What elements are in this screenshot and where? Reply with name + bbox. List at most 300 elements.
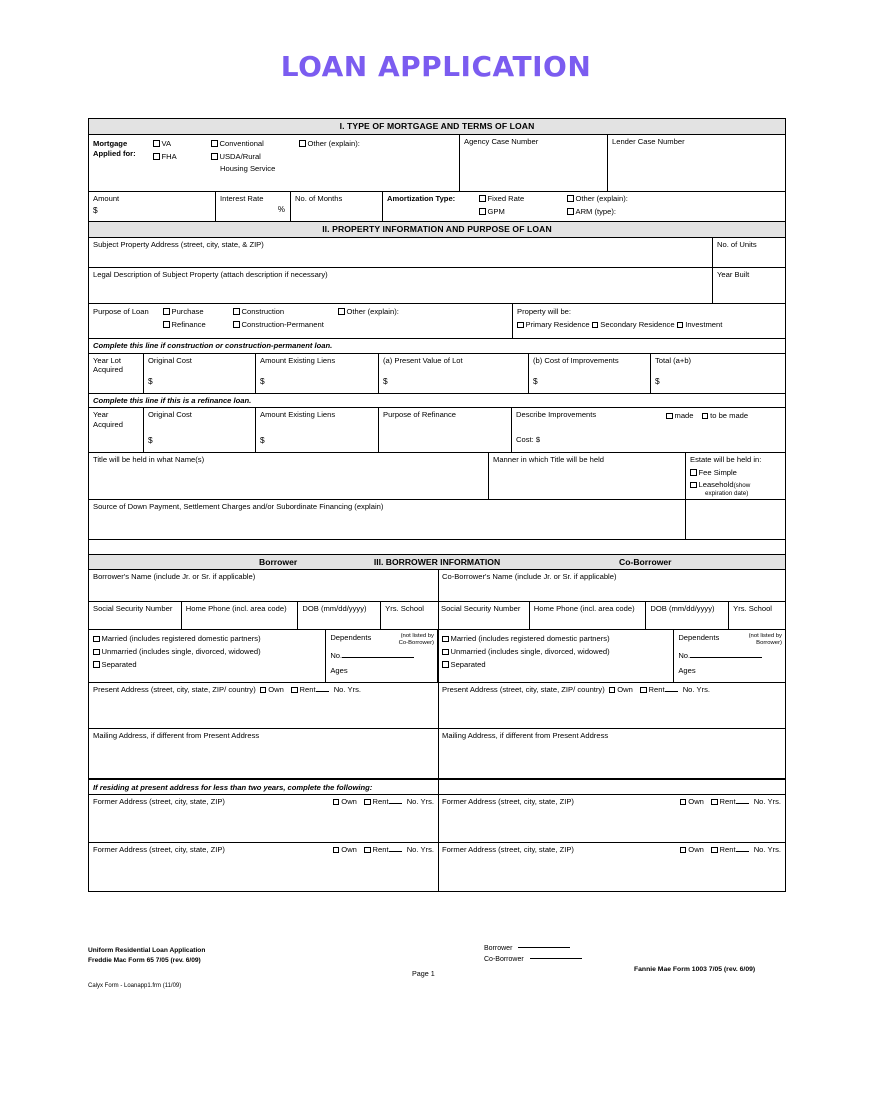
dollar-sign: $ <box>260 435 265 446</box>
borrower-mailing-address-field[interactable] <box>89 729 438 778</box>
borrower-name-label: Borrower's Name (include Jr. or Sr. if applicable) <box>93 572 256 582</box>
mortgage-type-col-3 <box>295 135 460 191</box>
checkbox-coborrower-former1-rent[interactable] <box>711 797 736 806</box>
checkbox-leasehold-label: Leasehold <box>698 480 734 490</box>
refinance-year-label-2: Acquired <box>93 419 123 429</box>
manner-title-held-field[interactable] <box>489 453 686 499</box>
checkbox-borrower-unmarried[interactable] <box>93 647 322 656</box>
year-built-field[interactable] <box>713 268 785 303</box>
agency-case-number-field[interactable] <box>460 135 608 191</box>
borrower-ssn-field[interactable] <box>89 602 182 629</box>
improvements-cost-label: Cost: $ <box>516 435 541 445</box>
checkbox-conventional[interactable] <box>211 139 292 148</box>
purpose-of-loan-label: Purpose of Loan <box>93 306 149 316</box>
checkbox-box-icon <box>479 195 486 202</box>
legal-description-label: Legal Description of Subject Property (attach description if necessary) <box>93 269 328 279</box>
borrower-former-address-1-group <box>89 795 438 842</box>
checkbox-fha-label: FHA <box>161 151 177 161</box>
coborrower-dependents-group <box>674 630 785 682</box>
former-address-row-1 <box>89 795 785 843</box>
checkbox-box-icon <box>153 140 160 147</box>
checkbox-purchase[interactable] <box>163 307 233 316</box>
coborrower-name-field[interactable] <box>438 570 785 601</box>
checkbox-box-icon <box>93 661 100 668</box>
cost-of-improvements-field[interactable] <box>529 354 651 393</box>
checkbox-box-icon <box>233 321 240 328</box>
checkbox-refinance-label: Refinance <box>171 319 206 329</box>
rent-label: Rent <box>719 797 736 807</box>
section-2-header: II. PROPERTY INFORMATION AND PURPOSE OF LOAN <box>89 222 785 238</box>
checkbox-box-icon <box>567 208 574 215</box>
construction-original-cost-field[interactable] <box>144 354 256 393</box>
present-address-row <box>89 683 785 729</box>
title-held-row <box>89 453 785 500</box>
present-value-lot-label: (a) Present Value of Lot <box>383 355 463 365</box>
checkbox-box-icon <box>711 799 718 806</box>
borrower-dependents-group <box>326 630 437 682</box>
dollar-sign: $ <box>655 375 660 386</box>
coborrower-dependents-no-field[interactable] <box>678 651 782 660</box>
loan-application-form <box>88 118 786 892</box>
interest-rate-label: Interest Rate <box>220 193 264 203</box>
checkbox-box-icon <box>291 687 298 694</box>
amount-dollar-sign: $ <box>93 204 98 215</box>
mortgage-type-col-1 <box>149 135 207 191</box>
checkbox-investment-label: Investment <box>685 320 723 330</box>
borrower-name-field[interactable] <box>89 570 438 601</box>
checkbox-box-icon <box>442 636 449 643</box>
section-spacer <box>89 540 785 555</box>
refinance-loan-row <box>89 408 785 453</box>
checkbox-box-icon <box>163 308 170 315</box>
borrower-former-address-1-options <box>333 797 434 842</box>
coborrower-former1-yrs-line[interactable] <box>736 803 749 804</box>
purpose-col-3 <box>338 307 512 338</box>
title-held-name-label: Title will be held in what Name(s) <box>93 455 205 465</box>
borrower-dep-no-line[interactable] <box>342 657 414 658</box>
checkbox-coborrower-present-own[interactable] <box>609 685 633 694</box>
coborrower-mailing-address-field[interactable] <box>438 729 785 778</box>
checkbox-va-label: VA <box>161 138 172 148</box>
mortgage-label-line2: Applied for: <box>93 149 136 159</box>
checkbox-borrower-married[interactable] <box>93 634 322 643</box>
coborrower-dob-field[interactable] <box>646 602 729 629</box>
checkbox-borrower-former2-rent[interactable] <box>364 845 389 854</box>
coborrower-former-address-1-options <box>680 797 781 842</box>
no-yrs-label: No. Yrs. <box>753 845 781 855</box>
checkbox-box-icon <box>640 687 647 694</box>
checkbox-box-icon <box>93 649 100 656</box>
purpose-of-loan-group <box>89 304 513 338</box>
coborrower-yrs-school-label: Yrs. School <box>733 604 772 614</box>
construction-original-cost-label: Original Cost <box>148 355 192 365</box>
borrower-yrs-school-field[interactable] <box>381 602 437 629</box>
checkbox-box-icon <box>93 636 100 643</box>
checkbox-fixed-rate-label: Fixed Rate <box>487 193 525 203</box>
borrower-dob-label: DOB (mm/dd/yyyy) <box>302 604 367 614</box>
checkbox-box-icon <box>163 321 170 328</box>
checkbox-coborrower-present-rent[interactable] <box>640 685 665 694</box>
coborrower-former2-yrs-line[interactable] <box>736 851 749 852</box>
present-value-lot-field[interactable] <box>379 354 529 393</box>
construction-loan-row <box>89 354 785 394</box>
checkbox-box-icon <box>677 322 684 329</box>
source-down-payment-spacer <box>686 500 785 539</box>
checkbox-box-icon <box>338 308 345 315</box>
mortgage-label-line1: Mortgage <box>93 138 128 148</box>
footer-page-number: Page 1 <box>412 969 435 978</box>
section-3-title: III. BORROWER INFORMATION <box>373 556 501 567</box>
own-label: Own <box>688 797 704 807</box>
checkbox-box-icon <box>299 140 306 147</box>
construction-existing-liens-field[interactable] <box>256 354 379 393</box>
checkbox-construction-permanent[interactable] <box>233 320 338 329</box>
describe-improvements-label: Describe Improvements <box>516 410 597 420</box>
rent-label: Rent <box>719 845 736 855</box>
names-row <box>89 570 785 602</box>
borrower-former-address-2-group <box>89 843 438 891</box>
checkbox-box-icon <box>442 661 449 668</box>
percent-sign: % <box>277 204 285 214</box>
checkbox-arm-label: ARM (type): <box>575 206 617 216</box>
borrower-dob-field[interactable] <box>298 602 381 629</box>
checkbox-coborrower-separated[interactable] <box>442 660 670 669</box>
section-3-body <box>89 570 785 891</box>
legal-description-row <box>89 268 785 304</box>
checkbox-borrower-former1-own[interactable] <box>333 797 357 806</box>
checkbox-borrower-married-label: Married (includes registered domestic partners) <box>101 634 261 644</box>
year-built-label: Year Built <box>717 269 750 279</box>
checkbox-fixed-rate[interactable] <box>479 194 560 203</box>
checkbox-amort-other-label: Other (explain): <box>575 193 628 203</box>
legal-description-field[interactable] <box>89 268 713 303</box>
checkbox-coborrower-married[interactable] <box>442 634 670 643</box>
identity-row <box>89 602 785 630</box>
no-yrs-label: No. Yrs. <box>406 797 434 807</box>
agency-case-number-label: Agency Case Number <box>464 136 539 146</box>
borrower-former2-yrs-line[interactable] <box>389 851 402 852</box>
footer-coborrower-label: Co-Borrower <box>484 955 524 963</box>
leasehold-note-2: expiration date) <box>705 490 749 498</box>
checkbox-box-icon <box>702 413 709 420</box>
checkbox-gpm[interactable] <box>479 207 560 216</box>
dollar-sign: $ <box>148 435 153 446</box>
checkbox-usda-label: USDA/Rural <box>219 151 261 161</box>
checkbox-construction[interactable] <box>233 307 338 316</box>
coborrower-dob-label: DOB (mm/dd/yyyy) <box>650 604 715 614</box>
footer-freddie-form: Freddie Mac Form 65 7/05 (rev. 6/09) <box>88 956 201 964</box>
borrower-ssn-label: Social Security Number <box>93 604 173 614</box>
purpose-of-loan-row <box>89 304 785 339</box>
usda-label-line2: Housing Service <box>220 164 276 174</box>
coborrower-present-address-group <box>438 683 785 728</box>
coborrower-dep-no-label: No. <box>678 651 691 661</box>
leasehold-note-1: (show <box>733 482 751 490</box>
section-3-borrower-label: Borrower <box>259 556 298 567</box>
coborrower-mailing-address-label: Mailing Address, if different from Present Address <box>442 731 609 741</box>
checkbox-refinance[interactable] <box>163 320 233 329</box>
borrower-dependents-note-1: (not listed by <box>400 633 434 640</box>
purpose-of-refinance-label: Purpose of Refinance <box>383 410 457 420</box>
checkbox-box-icon <box>690 469 697 476</box>
title-held-name-field[interactable] <box>89 453 489 499</box>
checkbox-borrower-present-rent[interactable] <box>291 685 316 694</box>
checkbox-fha[interactable] <box>153 152 204 161</box>
refinance-existing-liens-field[interactable] <box>256 408 379 452</box>
amortization-type-group <box>383 192 785 221</box>
construction-total-field[interactable] <box>651 354 785 393</box>
checkbox-fee-simple-label: Fee Simple <box>698 467 737 477</box>
coborrower-dependents-label: Dependents <box>678 633 720 643</box>
rent-label: Rent <box>299 685 316 695</box>
own-label: Own <box>688 845 704 855</box>
purpose-col-2 <box>233 307 338 338</box>
no-of-months-field[interactable] <box>291 192 383 221</box>
checkbox-box-icon <box>364 847 371 854</box>
borrower-present-yrs-line[interactable] <box>316 691 329 692</box>
checkbox-box-icon <box>260 687 267 694</box>
own-label: Own <box>617 685 633 695</box>
improvements-made-group <box>662 408 785 452</box>
coborrower-former-address-1-group <box>438 795 785 842</box>
footer-fannie-form: Fannie Mae Form 1003 7/05 (rev. 6/09) <box>634 966 756 973</box>
coborrower-yrs-school-field[interactable] <box>729 602 785 629</box>
construction-total-label: Total (a+b) <box>655 355 692 365</box>
checkbox-borrower-present-own[interactable] <box>260 685 284 694</box>
property-will-be-group <box>513 304 785 338</box>
checkbox-borrower-separated[interactable] <box>93 660 322 669</box>
coborrower-ssn-field[interactable] <box>437 602 530 629</box>
checkbox-improvements-to-be-made[interactable] <box>702 411 749 420</box>
dollar-sign: $ <box>260 375 265 386</box>
manner-title-held-label: Manner in which Title will be held <box>493 455 605 465</box>
checkbox-improvements-made[interactable] <box>666 411 694 420</box>
checkbox-secondary-residence-label: Secondary Residence <box>600 320 675 330</box>
checkbox-box-icon <box>233 308 240 315</box>
checkbox-box-icon <box>567 195 574 202</box>
checkbox-construction-permanent-label: Construction-Permanent <box>241 319 324 329</box>
own-label: Own <box>268 685 284 695</box>
checkbox-box-icon <box>211 140 218 147</box>
amortization-col-1 <box>475 192 563 221</box>
subject-property-address-field[interactable] <box>89 238 713 267</box>
own-label: Own <box>341 797 357 807</box>
checkbox-purpose-other[interactable] <box>338 307 512 316</box>
checkbox-box-icon <box>333 847 340 854</box>
source-down-payment-field[interactable] <box>89 500 686 539</box>
checkbox-box-icon <box>479 208 486 215</box>
refinance-original-cost-field[interactable] <box>144 408 256 452</box>
estate-held-in-label: Estate will be held in: <box>690 455 762 465</box>
amortization-type-label: Amortization Type: <box>387 193 456 203</box>
checkbox-box-icon <box>517 322 524 329</box>
checkbox-coborrower-former1-own[interactable] <box>680 797 704 806</box>
no-of-months-label: No. of Months <box>295 193 343 203</box>
checkbox-box-icon <box>364 799 371 806</box>
footer-signature-block <box>484 944 582 966</box>
checkbox-amort-other[interactable] <box>567 194 782 203</box>
coborrower-former-address-2-label: Former Address (street, city, state, ZIP) <box>442 845 574 855</box>
borrower-former-address-2-options <box>333 845 434 891</box>
footer-left <box>88 946 205 965</box>
checkbox-box-icon <box>592 322 599 329</box>
coborrower-dependents-note-1: (not listed by <box>748 633 782 640</box>
checkbox-coborrower-separated-label: Separated <box>450 659 486 669</box>
residing-less-than-two-years-note: If residing at present address for less than two years, complete the following: <box>89 779 785 795</box>
checkbox-to-be-made-label: to be made <box>710 411 749 421</box>
dollar-sign: $ <box>383 375 388 386</box>
checkbox-purchase-label: Purchase <box>171 306 204 316</box>
checkbox-box-icon <box>690 482 697 489</box>
refinance-existing-liens-label: Amount Existing Liens <box>260 410 336 420</box>
checkbox-secondary-residence[interactable] <box>592 320 675 329</box>
checkbox-investment[interactable] <box>677 320 723 329</box>
dollar-sign: $ <box>533 375 538 386</box>
page-title: LOAN APPLICATION <box>280 50 592 83</box>
no-yrs-label: No. Yrs. <box>682 685 710 695</box>
coborrower-former-address-1-label: Former Address (street, city, state, ZIP) <box>442 797 574 807</box>
checkbox-primary-residence[interactable] <box>517 320 590 329</box>
borrower-present-address-options <box>256 685 361 728</box>
checkbox-box-icon <box>442 649 449 656</box>
coborrower-phone-label: Home Phone (incl. area code) <box>533 604 635 614</box>
own-label: Own <box>341 845 357 855</box>
no-yrs-label: No. Yrs. <box>333 685 361 695</box>
subject-property-address-row <box>89 238 785 268</box>
coborrower-present-address-options <box>605 685 710 728</box>
footer-uniform-title: Uniform Residential Loan Application <box>88 947 206 954</box>
checkbox-borrower-former2-own[interactable] <box>333 845 357 854</box>
no-of-units-field[interactable] <box>713 238 785 267</box>
coborrower-phone-field[interactable] <box>530 602 647 629</box>
borrower-former-address-1-label: Former Address (street, city, state, ZIP) <box>93 797 225 807</box>
checkbox-conventional-label: Conventional <box>219 138 264 148</box>
borrower-dependents-note-2: Co-Borrower) <box>398 639 434 646</box>
coborrower-dependents-note <box>730 633 782 646</box>
borrower-dep-ages-label: Ages <box>330 666 348 676</box>
coborrower-former-address-2-options <box>680 845 781 891</box>
mailing-address-row <box>89 729 785 779</box>
checkbox-box-icon <box>711 847 718 854</box>
borrower-dependents-note <box>382 633 434 646</box>
footer-borrower-label: Borrower <box>484 945 513 952</box>
refinance-year-acquired-field[interactable] <box>89 408 144 452</box>
source-down-payment-row <box>89 500 785 540</box>
checkbox-box-icon <box>609 687 616 694</box>
mortgage-applied-for-row <box>89 135 785 192</box>
coborrower-marital-group <box>437 630 674 682</box>
borrower-yrs-school-label: Yrs. School <box>385 604 424 614</box>
checkbox-coborrower-former2-own[interactable] <box>680 845 704 854</box>
checkbox-box-icon <box>211 153 218 160</box>
checkbox-box-icon <box>153 153 160 160</box>
checkbox-va[interactable] <box>153 139 204 148</box>
amount-label: Amount <box>93 193 120 203</box>
coborrower-present-address-label: Present Address (street, city, state, ZIP/ country) <box>442 685 605 695</box>
cost-of-improvements-label: (b) Cost of Improvements <box>533 355 619 365</box>
checkbox-other-mortgage[interactable] <box>299 139 456 148</box>
checkbox-box-icon <box>666 413 673 420</box>
checkbox-arm[interactable] <box>567 207 782 216</box>
checkbox-coborrower-former2-rent[interactable] <box>711 845 736 854</box>
lender-case-number-field[interactable] <box>608 135 785 191</box>
describe-improvements-field[interactable] <box>512 408 662 452</box>
checkbox-fee-simple[interactable] <box>690 468 782 477</box>
source-down-payment-label: Source of Down Payment, Settlement Charges and/or Subordinate Financing (explain) <box>93 502 384 512</box>
marital-dependents-row <box>89 630 785 683</box>
estate-held-in-group <box>686 453 785 499</box>
checkbox-box-icon <box>680 847 687 854</box>
borrower-dependents-label: Dependents <box>330 633 372 643</box>
checkbox-construction-label: Construction <box>241 306 285 316</box>
checkbox-coborrower-married-label: Married (includes registered domestic partners) <box>450 634 610 644</box>
coborrower-ssn-label: Social Security Number <box>441 604 521 614</box>
former-address-row-2 <box>89 843 785 891</box>
section-1-header: I. TYPE OF MORTGAGE AND TERMS OF LOAN <box>89 119 785 135</box>
loan-terms-row <box>89 192 785 222</box>
coborrower-dependents-ages-field[interactable] <box>678 666 782 675</box>
checkbox-leasehold[interactable] <box>690 480 782 490</box>
rent-label: Rent <box>372 797 389 807</box>
refinance-original-cost-label: Original Cost <box>148 410 192 420</box>
borrower-phone-label: Home Phone (incl. area code) <box>185 604 287 614</box>
checkbox-usda[interactable] <box>211 152 292 161</box>
borrower-signature-line[interactable] <box>518 947 570 948</box>
coborrower-dep-no-line[interactable] <box>690 657 762 658</box>
coborrower-present-yrs-line[interactable] <box>665 691 678 692</box>
checkbox-coborrower-unmarried[interactable] <box>442 647 670 656</box>
purpose-col-1 <box>163 307 233 338</box>
purpose-of-refinance-field[interactable] <box>379 408 512 452</box>
no-of-units-label: No. of Units <box>717 239 757 249</box>
dollar-sign: $ <box>148 375 153 386</box>
coborrower-former-address-2-group <box>438 843 785 891</box>
borrower-dependents-no-field[interactable] <box>330 651 434 660</box>
lender-case-number-label: Lender Case Number <box>612 136 685 146</box>
coborrower-name-label: Co-Borrower's Name (include Jr. or Sr. if applicable) <box>442 572 617 582</box>
checkbox-purpose-other-label: Other (explain): <box>346 306 399 316</box>
amortization-col-2 <box>563 192 785 221</box>
construction-loan-note: Complete this line if construction or construction-permanent loan. <box>89 339 785 354</box>
borrower-present-address-label: Present Address (street, city, state, ZIP/ country) <box>93 685 256 695</box>
borrower-marital-group <box>89 630 326 682</box>
borrower-dep-no-label: No. <box>330 651 343 661</box>
year-lot-label-2: Acquired <box>93 364 123 374</box>
borrower-former1-yrs-line[interactable] <box>389 803 402 804</box>
checkbox-box-icon <box>680 799 687 806</box>
checkbox-borrower-former1-rent[interactable] <box>364 797 389 806</box>
checkbox-borrower-unmarried-label: Unmarried (includes single, divorced, widowed) <box>101 647 261 657</box>
interest-rate-field[interactable] <box>216 192 291 221</box>
footer-calyx-form: Calyx Form - Loanapp1.frm (11/09) <box>88 983 182 989</box>
checkbox-borrower-separated-label: Separated <box>101 659 137 669</box>
property-will-be-label: Property will be: <box>517 306 572 316</box>
rent-label: Rent <box>648 685 665 695</box>
year-lot-acquired-field[interactable] <box>89 354 144 393</box>
borrower-phone-field[interactable] <box>182 602 299 629</box>
amount-field[interactable] <box>89 192 216 221</box>
checkbox-made-label: made <box>674 411 694 421</box>
borrower-dependents-ages-field[interactable] <box>330 666 434 675</box>
borrower-mailing-address-label: Mailing Address, if different from Present Address <box>93 731 260 741</box>
refinance-year-label-1: Year <box>93 410 109 420</box>
coborrower-signature-line[interactable] <box>530 958 582 959</box>
mortgage-applied-for-label <box>89 135 149 191</box>
section-3-header <box>89 555 785 570</box>
refinance-loan-note: Complete this line if this is a refinance loan. <box>89 394 785 409</box>
no-yrs-label: No. Yrs. <box>406 845 434 855</box>
year-lot-label-1: Year Lot <box>93 355 122 365</box>
